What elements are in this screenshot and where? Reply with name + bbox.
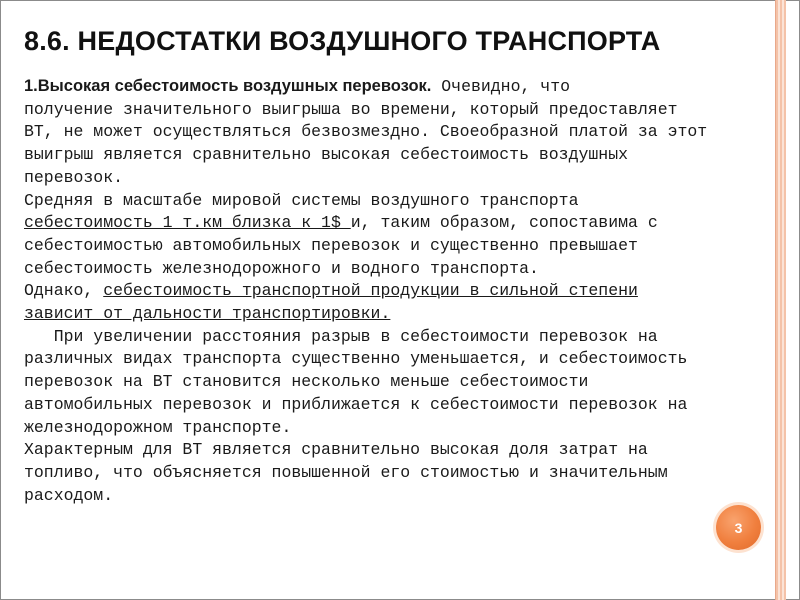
slide-title: 8.6. НЕДОСТАТКИ ВОЗДУШНОГО ТРАНСПОРТА bbox=[24, 26, 661, 56]
text-line: автомобильных перевозок и приближается к себестоимости перевозок на bbox=[24, 394, 688, 414]
text-line bbox=[24, 75, 744, 99]
underlined-text: зависит от дальности транспортировки. bbox=[24, 304, 391, 324]
text-line: При увеличении расстояния разрыв в себестоимости перевозок на bbox=[24, 326, 658, 346]
text-line: различных видах транспорта существенно уменьшается, и себестоимость bbox=[24, 349, 688, 369]
text-line bbox=[24, 212, 744, 235]
text-span: Однако, bbox=[24, 281, 104, 301]
text-line: железнодорожном транспорте. bbox=[24, 417, 292, 437]
text-line: Характерным для ВТ является сравнительно высокая доля затрат на bbox=[24, 440, 648, 460]
text-line bbox=[24, 280, 744, 303]
underlined-text: себестоимость 1 т.км близка к 1$ bbox=[24, 213, 351, 233]
underlined-text: себестоимость транспортной продукции в сильной степени bbox=[103, 281, 638, 301]
text-line bbox=[24, 303, 744, 326]
text-line: перевозок на ВТ становится несколько меньше себестоимости bbox=[24, 372, 589, 392]
text-line: себестоимость железнодорожного и водного транспорта. bbox=[24, 258, 539, 278]
text-line: себестоимостью автомобильных перевозок и существенно превышает bbox=[24, 235, 638, 255]
text-line: получение значительного выигрыша во времени, который предоставляет bbox=[24, 99, 678, 119]
text-line: Средняя в масштабе мировой системы воздушного транспорта bbox=[24, 190, 579, 210]
slide-body bbox=[24, 75, 744, 507]
text-line: перевозок. bbox=[24, 167, 124, 187]
page-number-badge: 3 bbox=[716, 505, 761, 550]
text-line: топливо, что объясняется повышенной его стоимостью и значительным bbox=[24, 462, 668, 482]
text-span: и, таким образом, сопоставима с bbox=[350, 213, 658, 233]
text-line: выигрыш является сравнительно высокая себестоимость воздушных bbox=[24, 145, 628, 165]
decorative-stripe bbox=[776, 0, 786, 600]
text-span: Очевидно, что bbox=[431, 77, 570, 96]
paragraph-heading: 1.Высокая себестоимость воздушных перевозок. bbox=[24, 77, 432, 95]
text-line: ВТ, не может осуществляться безвозмездно. Своеобразной платой за этот bbox=[24, 122, 708, 142]
text-line: расходом. bbox=[24, 485, 114, 505]
